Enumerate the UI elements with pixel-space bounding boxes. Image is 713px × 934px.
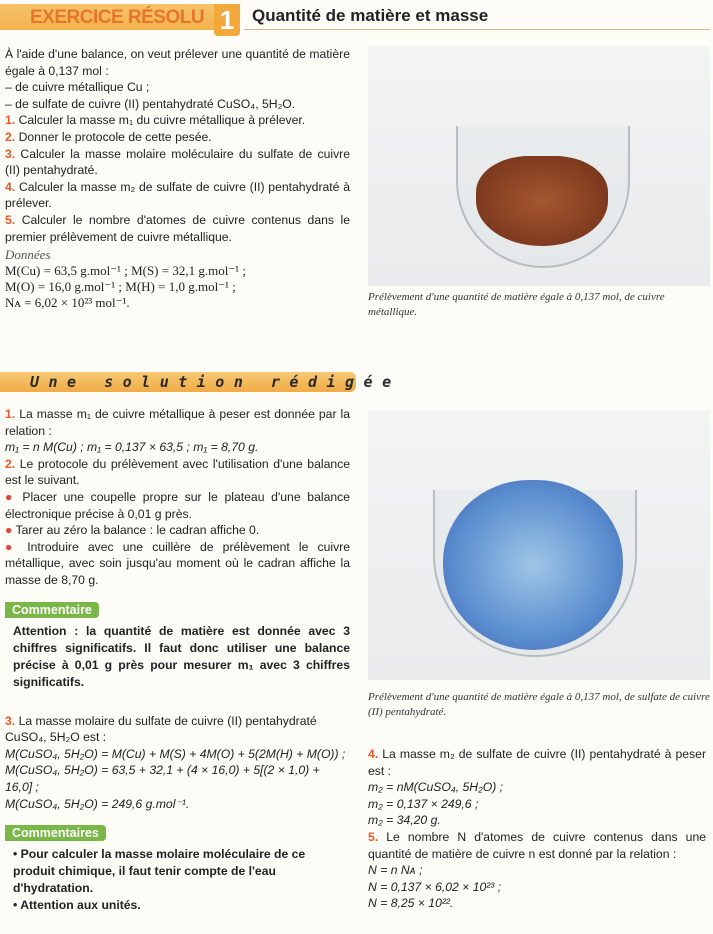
solution-part-3 — [5, 713, 350, 813]
exercise-number: 1 — [214, 4, 240, 36]
answer-5: 5. Le nombre N d'atomes de cuivre contenus dans une quantité de matière de cuivre n est donné par la relation : — [368, 829, 706, 861]
exercise-statement — [5, 46, 350, 311]
solution-banner — [0, 372, 401, 392]
comment-label: Commentaire — [5, 602, 99, 618]
comment-bullet: • Pour calculer la masse molaire moléculaire de ce produit chimique, il faut tenir compte de l'eau d'hydratation. — [13, 847, 306, 896]
question-3: 3. Calculer la masse molaire moléculaire du sulfate de cuivre (II) pentahydraté. — [5, 146, 350, 178]
comment-text: Attention : la quantité de matière est donnée avec 3 chiffres significatifs. Il faut donc utiliser une balance précise à 0,01 g près pour mesurer m₁ avec 3 chiffres significatifs. — [13, 623, 350, 689]
intro: À l'aide d'une balance, on veut prélever une quantité de matière égale à 0,137 mol : — [5, 47, 350, 78]
solution-part-1-2 — [5, 406, 350, 589]
data-line: M(Cu) = 63,5 g.mol⁻¹ ; M(S) = 32,1 g.mol⁻¹ ; — [5, 263, 246, 279]
solution-part-4-5 — [368, 746, 706, 912]
copper-pieces — [476, 156, 608, 246]
comments-label: Commentaires — [5, 825, 106, 841]
answer-2: 2. Le protocole du prélèvement avec l'utilisation d'une balance est le suivant. — [5, 456, 350, 488]
copper-sulfate-powder — [443, 480, 623, 650]
comment-box — [5, 601, 350, 691]
photo-caption: Prélèvement d'une quantité de matière égale à 0,137 mol, de sulfate de cuivre (II) pentahydraté. — [368, 691, 710, 718]
equation: m₂ = nM(CuSO₄, 5H₂O) ; — [368, 780, 504, 795]
bullet: ● Tarer au zéro la balance : le cadran affiche 0. — [5, 523, 260, 538]
photo-copper-sulfate-dish — [368, 410, 710, 680]
item-cu: – de cuivre métallique Cu ; — [5, 80, 150, 95]
equation: N = n Nᴀ ; — [368, 863, 423, 878]
equation: m₂ = 0,137 × 249,6 ; — [368, 796, 479, 811]
answer-1: 1. La masse m₁ de cuivre métallique à peser est donnée par la relation : — [5, 407, 351, 438]
item-cuso4: – de sulfate de cuivre (II) pentahydraté CuSO₄, 5H₂O. — [5, 96, 296, 111]
question-5: 5. Calculer le nombre d'atomes de cuivre contenus dans le premier prélèvement de cuivre métallique. — [5, 212, 351, 244]
equation: m₂ = 34,20 g. — [368, 813, 441, 828]
equation: M(CuSO₄, 5H₂O) = 249,6 g.mol⁻¹. — [5, 796, 190, 811]
equation: M(CuSO₄, 5H₂O) = M(Cu) + M(S) + 4M(O) + 5(2M(H) + M(O)) ; — [5, 746, 346, 761]
answer-4: 4. La masse m₂ de sulfate de cuivre (II) pentahydraté à peser est : — [368, 747, 706, 778]
comments-box — [5, 824, 350, 914]
photo-caption: Prélèvement d'une quantité de matière égale à 0,137 mol, de cuivre métallique. — [368, 291, 665, 318]
bullet: ● Placer une coupelle propre sur le plateau d'une balance électronique précise à 0,01 g près. — [5, 489, 350, 521]
equation: m₁ = n M(Cu) ; m₁ = 0,137 × 63,5 ; m₁ = 8,70 g. — [5, 440, 259, 455]
bullet: ● Introduire avec une cuillère de prélèvement le cuivre métallique, avec soin jusqu'au moment où le cadran affiche la masse de 8,70 g. — [5, 539, 350, 587]
data-line: Nᴀ = 6,02 × 10²³ mol⁻¹. — [5, 295, 130, 311]
question-1: 1. Calculer la masse m₁ du cuivre métallique à prélever. — [5, 113, 306, 128]
question-2: 2. Donner le protocole de cette pesée. — [5, 129, 212, 144]
page-title: Quantité de matière et masse — [252, 6, 489, 25]
exercise-label: EXERCICE RÉSOLU — [30, 7, 205, 28]
equation: M(CuSO₄, 5H₂O) = 63,5 + 32,1 + (4 × 16,0) + 5[(2 × 1,0) + 16,0] ; — [5, 763, 320, 794]
data-title: Données — [5, 247, 51, 263]
photo-copper-dish — [368, 46, 710, 286]
solution-title: Une solution rédigée — [30, 373, 401, 391]
comment-bullet: • Attention aux unités. — [13, 898, 141, 913]
data-line: M(O) = 16,0 g.mol⁻¹ ; M(H) = 1,0 g.mol⁻¹ ; — [5, 279, 236, 295]
title-divider — [244, 29, 710, 30]
comments-text — [13, 846, 350, 914]
question-4: 4. Calculer la masse m₂ de sulfate de cuivre (II) pentahydraté à prélever. — [5, 179, 350, 211]
equation: N = 8,25 × 10²². — [368, 896, 454, 911]
equation: N = 0,137 × 6,02 × 10²³ ; — [368, 879, 502, 894]
answer-3: 3. La masse molaire du sulfate de cuivre (II) pentahydraté CuSO₄, 5H₂O est : — [5, 713, 317, 745]
